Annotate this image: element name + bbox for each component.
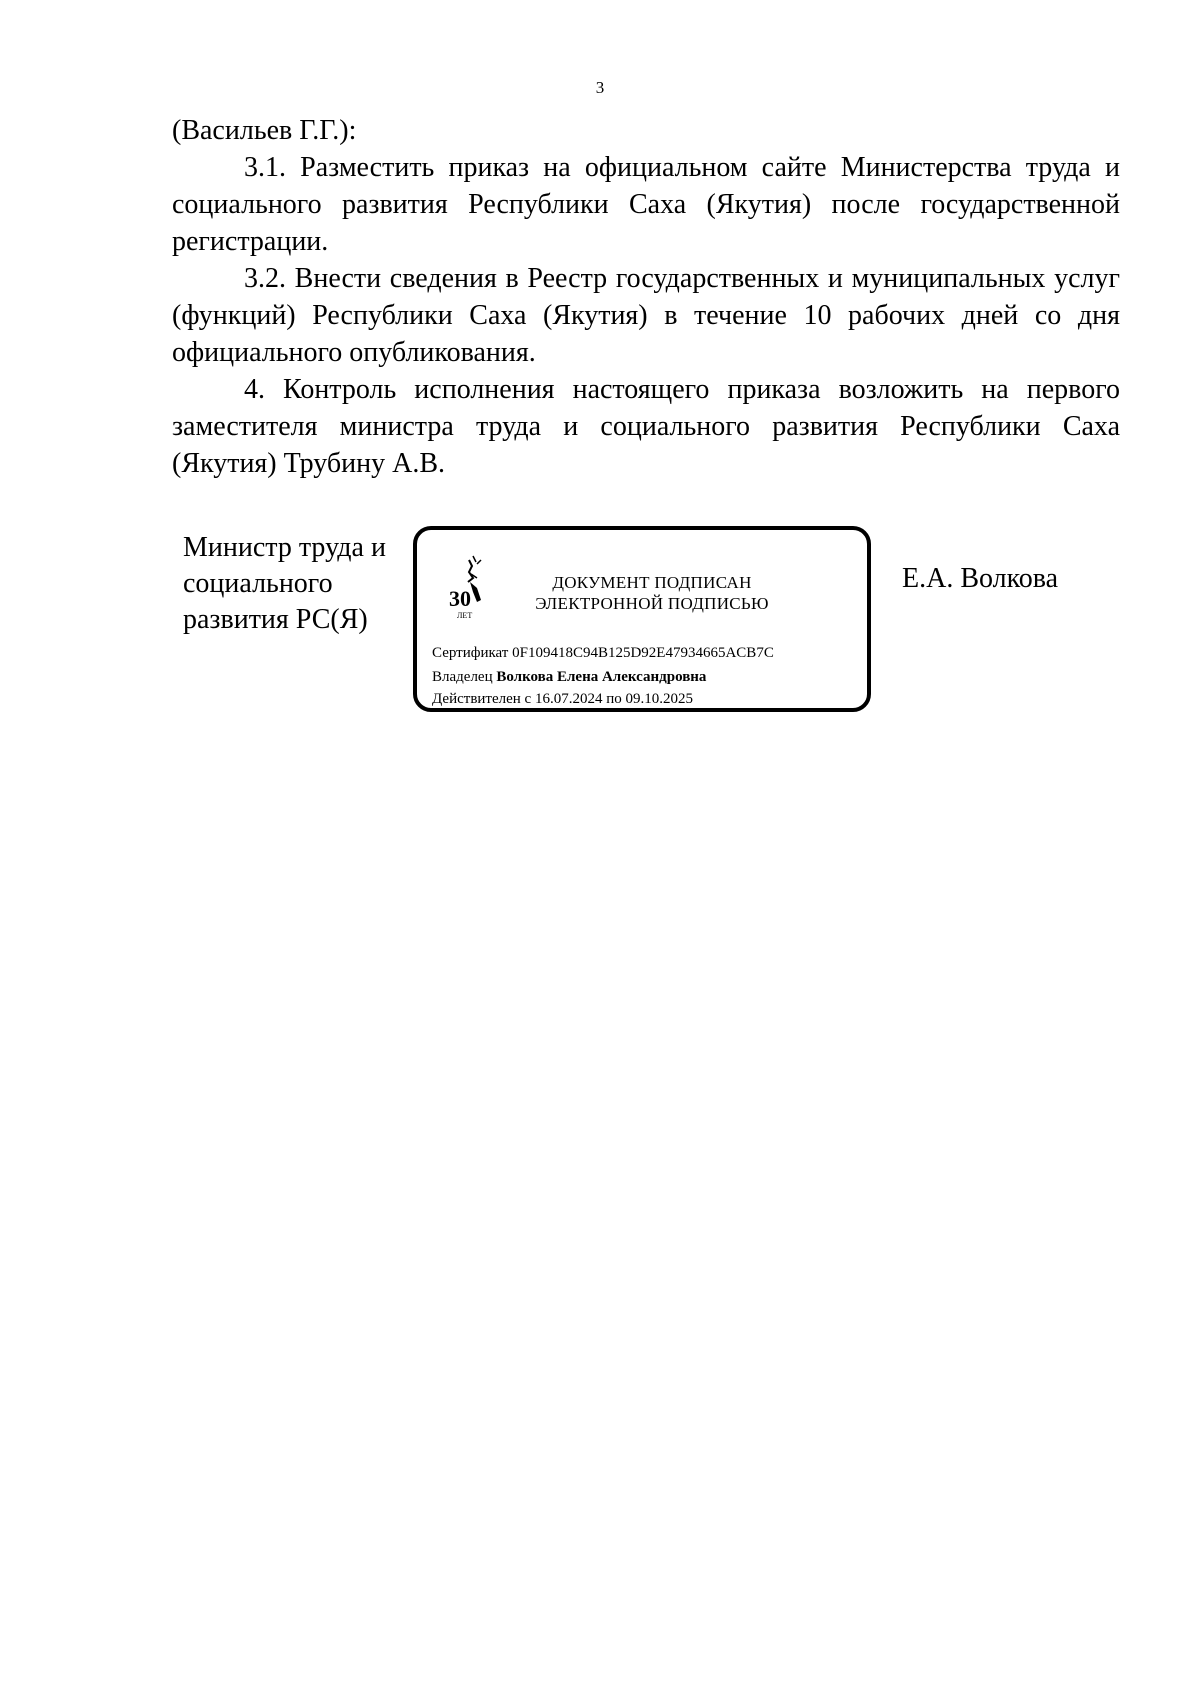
signatory-title-line: развития РС(Я): [183, 604, 368, 635]
anniversary-emblem-icon: [447, 552, 495, 622]
paragraph-3-2: 3.2. Внести сведения в Реестр государственных и муниципальных услуг (функций) Республики Саха (Якутия) в течение 10 рабочих дней со дня официального опубликования.: [172, 263, 1120, 368]
electronic-signature-stamp: [413, 526, 871, 712]
svg-text:30: 30: [449, 586, 471, 611]
valid-from: 16.07.2024: [534, 691, 603, 707]
signatory-title: [183, 530, 386, 638]
paragraph-responsible: (Васильев Г.Г.):: [172, 115, 357, 146]
document-body: [172, 112, 1120, 482]
validity-line: [432, 690, 693, 708]
stamp-header-line1: ДОКУМЕНТ ПОДПИСАН: [552, 573, 752, 592]
signatory-title-line: Министр труда и: [183, 532, 386, 563]
svg-text:ЛЕТ: ЛЕТ: [457, 611, 473, 620]
owner-line: [432, 668, 706, 686]
certificate-label: Сертификат: [432, 645, 509, 661]
valid-to: 09.10.2025: [625, 691, 693, 707]
certificate-line: [432, 644, 774, 662]
page-number: 3: [595, 78, 605, 97]
paragraph-4: 4. Контроль исполнения настоящего приказа возложить на первого заместителя министра труда и социального развития Республики Саха (Якутия) Трубину А.В.: [172, 374, 1120, 479]
valid-label: Действителен с: [432, 691, 532, 707]
signatory-name: Е.А. Волкова: [902, 563, 1059, 594]
owner-value: Волкова Елена Александровна: [496, 669, 707, 685]
owner-label: Владелец: [432, 669, 493, 685]
certificate-value: 0F109418C94B125D92E47934665ACB7C: [512, 645, 774, 661]
paragraph-3-1: 3.1. Разместить приказ на официальном сайте Министерства труда и социального развития Республики Саха (Якутия) после государственной регистрации.: [172, 152, 1120, 257]
stamp-header: [532, 572, 772, 614]
signatory-title-line: социального: [183, 568, 333, 599]
valid-to-label: по: [606, 691, 622, 707]
stamp-header-line2: ЭЛЕКТРОННОЙ ПОДПИСЬЮ: [535, 594, 769, 613]
